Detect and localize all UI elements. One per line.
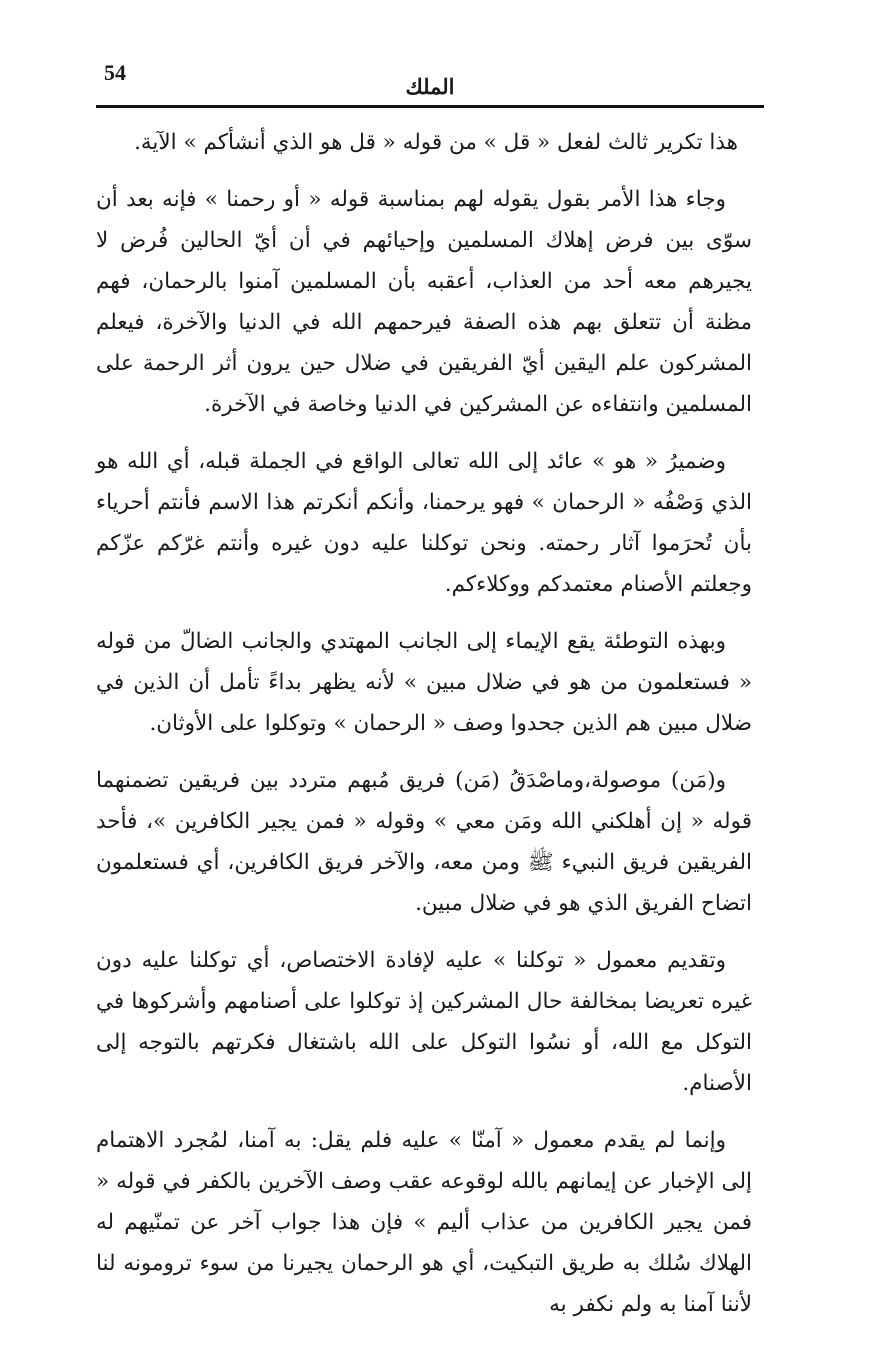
page-header <box>96 58 764 102</box>
paragraph-6: وتقديم معمول « توكلنا » عليه لإفادة الاختصاص، أي توكلنا عليه دون غيره تعريضا بمخالفة حال المشركين إذ توكلوا على أصنامهم وأشركوها في التوكل مع الله، أو نسُوا التوكل على الله باشتغال فكرتهم بالتوجه إلى الأصنام. <box>96 948 752 1096</box>
header-rule <box>96 105 764 108</box>
paragraph-7: وإنما لم يقدم معمول « آمنّا » عليه فلم يقل: به آمنا، لمُجرد الاهتمام إلى الإخبار عن إيمانهم بالله لوقوعه عقب وصف الآخرين بالكفر في قوله « فمن يجير الكافرين من عذاب أليم » فإن هذا جواب آخر عن تمنّيهم له الهلاك سُلك به طريق التبكيت، أي هو الرحمان يجيرنا من سوء ترومونه لنا لأننا آمنا به ولم نكفر به <box>96 1128 752 1317</box>
paragraph-3: وضميرُ « هو » عائد إلى الله تعالى الواقع في الجملة قبله، أي الله هو الذي وَصْفُه « الرحمان » فهو يرحمنا، وأنكم أنكرتم هذا الاسم فأنتم أحرياء بأن تُحرَموا آثار رحمته. ونحن توكلنا عليه دون غيره وأنتم غرّكم عزّكم وجعلتم الأصنام معتمدكم ووكلاءكم. <box>96 449 752 597</box>
running-title: الملك <box>405 74 455 99</box>
paragraph-5: و(مَن) موصولة،وماصْدَقُ (مَن) فريق مُبهم متردد بين فريقين تضمنهما قوله « إن أهلكني الله ومَن معي » وقوله « فمن يجير الكافرين »، فأحد الفريقين فريق النبيء ﷺ ومن معه، والآخر فريق الكافرين، أي فستعلمون اتضاح الفريق الذي هو في ضلال مبين. <box>96 768 752 916</box>
page-number: 54 <box>104 60 126 85</box>
body-text <box>96 122 752 1341</box>
paragraph-1: هذا تكرير ثالث لفعل « قل » من قوله « قل هو الذي أنشأكم » الآية. <box>134 130 738 155</box>
paragraph-2: وجاء هذا الأمر بقول يقوله لهم بمناسبة قوله « أو رحمنا » فإنه بعد أن سوّى بين فرض إهلاك المسلمين وإحيائهم في أن أيّ الحالين فُرض لا يجيرهم معه أحد من العذاب، أعقبه بأن المسلمين آمنوا بالرحمان، فهم مظنة أن تتعلق بهم هذه الصفة فيرحمهم الله في الدنيا والآخرة، فيعلم المشركون علم اليقين أيّ الفريقين في ضلال حين يرون أثر الرحمة على المسلمين وانتفاءه عن المشركين في الدنيا وخاصة في الآخرة. <box>96 187 752 417</box>
paragraph-4: وبهذه التوطئة يقع الإيماء إلى الجانب المهتدي والجانب الضالّ من قوله « فستعلمون من هو في ضلال مبين » لأنه يظهر بداءً تأمل أن الذين في ضلال مبين هم الذين جحدوا وصف « الرحمان » وتوكلوا على الأوثان. <box>96 629 752 736</box>
